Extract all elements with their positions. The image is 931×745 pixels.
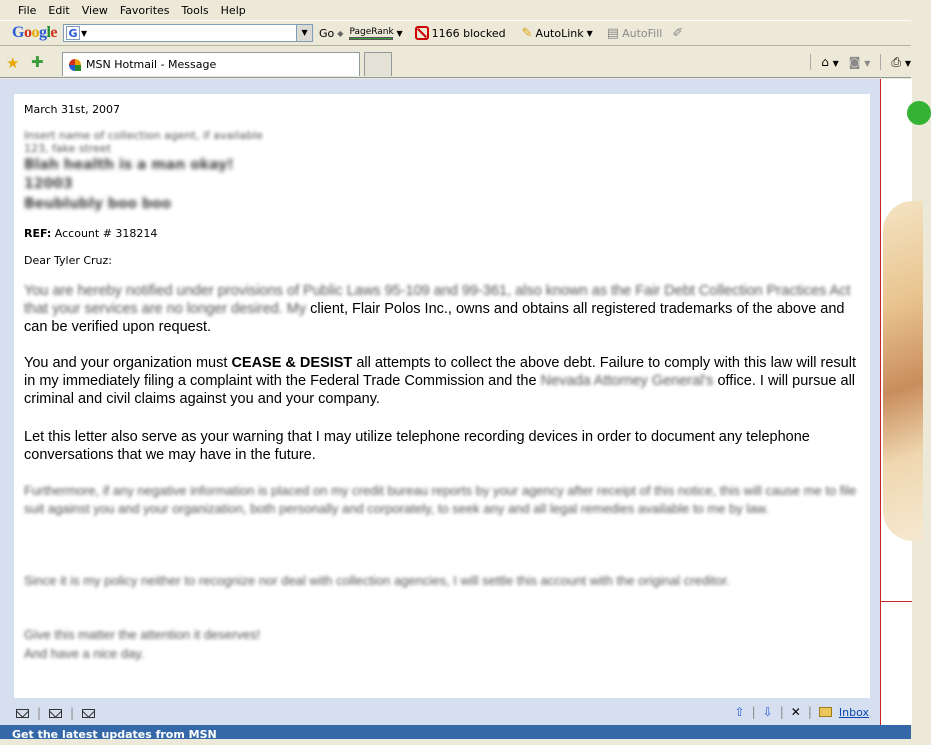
- reply-icon[interactable]: [16, 709, 29, 718]
- letter-paragraph-3: Let this letter also serve as your warning that I may utilize telephone recording devices in order to document any telephone conversations that we may have in the future.: [24, 429, 810, 463]
- ad-photo: [883, 201, 923, 541]
- next-message-icon[interactable]: ⇩: [762, 705, 773, 719]
- add-favorite-icon[interactable]: ✚: [31, 53, 44, 71]
- menu-view[interactable]: View: [81, 3, 108, 17]
- autofill-button[interactable]: [607, 26, 663, 41]
- divider: [881, 601, 912, 602]
- autofill-label: AutoFill: [622, 26, 663, 40]
- divider: |: [779, 705, 784, 719]
- pagerank-bar: [349, 37, 393, 40]
- letter-ref: [24, 227, 157, 240]
- menu-edit[interactable]: Edit: [48, 3, 70, 17]
- letter-closing: And have a nice day.: [24, 646, 145, 661]
- chevron-down-icon[interactable]: ▼: [81, 28, 88, 38]
- menu-tools[interactable]: Tools: [181, 3, 209, 17]
- ref-value: Account # 318214: [51, 227, 158, 240]
- new-tab-button[interactable]: [364, 52, 392, 76]
- letter-address-line: Beublubly boo boo: [24, 196, 172, 212]
- ad-logo-icon: [907, 101, 931, 125]
- wand-icon: ✎: [521, 25, 533, 41]
- msn-updates-bar[interactable]: Get the latest updates from MSN: [0, 725, 911, 739]
- paragraph-text: office. I will pursue all criminal and civil claims against you and your company.: [24, 373, 856, 407]
- letter-paragraph-1: [24, 282, 864, 336]
- cease-desist-text: CEASE & DESIST: [231, 355, 353, 371]
- letter-paragraph-2: [24, 354, 864, 408]
- tab-title: MSN Hotmail - Message: [86, 58, 217, 71]
- menu-file[interactable]: File: [18, 3, 37, 17]
- blocked-count: 1166 blocked: [431, 26, 506, 40]
- divider: [810, 54, 811, 70]
- chevron-down-icon[interactable]: ▼: [396, 28, 403, 38]
- rss-feed-icon[interactable]: ◙ ▼: [848, 55, 871, 69]
- autolink-button[interactable]: [522, 26, 593, 41]
- letter-address-line: 12003: [24, 176, 73, 192]
- print-icon[interactable]: ⎙ ▼: [891, 54, 911, 69]
- divider: |: [37, 706, 42, 720]
- favorites-star-icon[interactable]: ★: [6, 54, 20, 72]
- go-label: Go: [319, 26, 335, 40]
- google-toolbar: [0, 20, 911, 46]
- google-search-input[interactable]: [63, 24, 313, 42]
- pagerank-label: PageRank: [349, 26, 394, 37]
- menu-favorites[interactable]: Favorites: [119, 3, 170, 17]
- autolink-label: AutoLink: [535, 26, 584, 40]
- popup-blocker-button[interactable]: [415, 26, 506, 40]
- letter-salutation: Dear Tyler Cruz:: [24, 254, 113, 267]
- blurred-text: Nevada Attorney General's: [540, 373, 714, 389]
- letter-address-line: Insert name of collection agent, if available: [24, 129, 263, 142]
- message-actions-left: [16, 706, 95, 720]
- go-button[interactable]: Go ◆: [319, 26, 344, 40]
- divider: |: [751, 705, 756, 719]
- blurred-text: You are hereby notified under provisions of Public Laws 95-109 and 99-361, also known as the Fair Debt Collection Practices Act that your services are no longer desired. My: [24, 283, 851, 317]
- google-logo[interactable]: Google: [12, 24, 58, 41]
- paragraph-text: client, Flair Polos Inc., owns and obtains all registered trademarks of the above and can be verified upon request.: [24, 301, 845, 335]
- letter-paragraph-4: Furthermore, if any negative information is placed on my credit bureau reports by your agency after receipt of this notice, this will cause me to file suit against you and your organization, both personally and corporately, to seek any and all legal remedies available to me by law.: [24, 483, 857, 516]
- menu-help[interactable]: Help: [220, 3, 246, 17]
- divider: |: [70, 706, 75, 720]
- letter-date: March 31st, 2007: [24, 103, 121, 116]
- paragraph-text: all attempts to collect the above debt. Failure to comply with this law will result in my immediately filing a complaint with the Federal Trade Commission and the: [24, 355, 856, 389]
- reply-all-icon[interactable]: [49, 709, 62, 718]
- letter-paragraph-5: Since it is my policy neither to recognize nor deal with collection agencies, I will settle this account with the original creditor.: [24, 573, 730, 588]
- message-actions-right: [735, 705, 869, 719]
- inbox-link[interactable]: Inbox: [838, 705, 869, 719]
- letter-address-line: 123, fake street: [24, 142, 112, 155]
- search-history-dropdown[interactable]: ▼: [296, 25, 312, 41]
- paragraph-text: You and your organization must: [24, 355, 232, 371]
- ref-label: REF:: [24, 227, 52, 240]
- previous-message-icon[interactable]: ⇧: [734, 705, 745, 719]
- chevron-down-icon[interactable]: ▼: [586, 28, 593, 38]
- forward-icon[interactable]: [82, 709, 95, 718]
- pencil-icon[interactable]: ✐: [672, 25, 684, 41]
- command-bar: [810, 54, 911, 70]
- popup-blocked-icon: [415, 26, 429, 40]
- tab-msn-hotmail[interactable]: [62, 52, 360, 76]
- menu-bar: [0, 0, 911, 20]
- letter-address-line: Blah health is a man okay!: [24, 157, 234, 173]
- divider: |: [807, 705, 812, 719]
- folder-icon: [819, 707, 832, 717]
- ad-sidebar[interactable]: [880, 79, 912, 725]
- pagerank-button[interactable]: [349, 27, 402, 40]
- delete-icon[interactable]: ✕: [790, 705, 801, 719]
- form-icon: ▤: [606, 25, 620, 41]
- google-g-icon: G: [66, 26, 80, 40]
- msn-butterfly-icon: [69, 59, 81, 71]
- divider: [880, 54, 881, 70]
- letter-closing: Give this matter the attention it deserves!: [24, 627, 261, 642]
- home-icon[interactable]: ⌂ ▼: [821, 55, 839, 69]
